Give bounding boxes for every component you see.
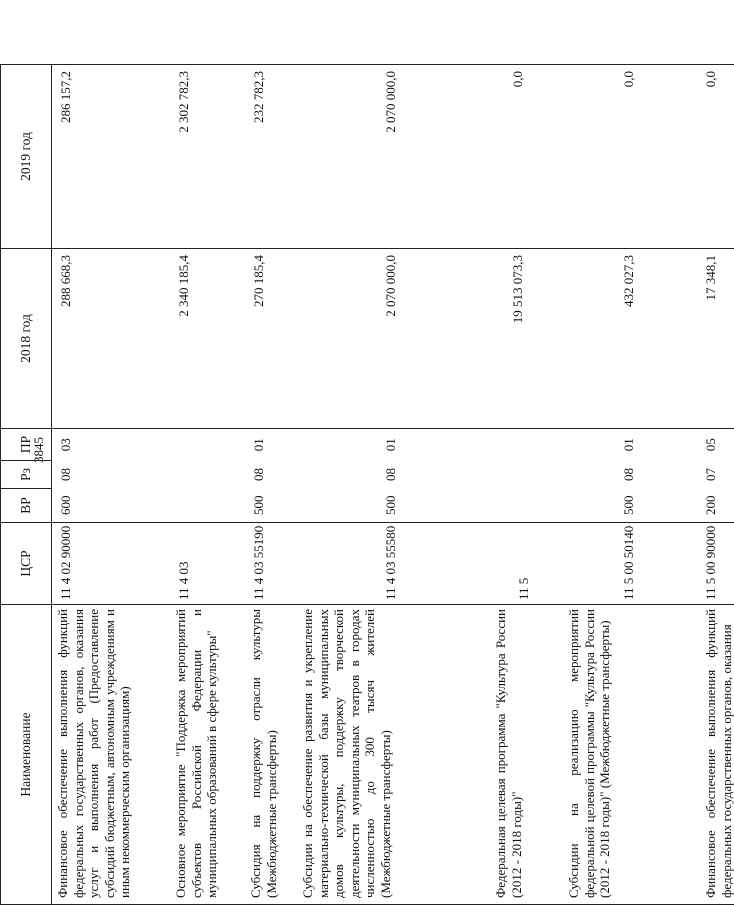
row-2018: 2 070 000,0 [297, 249, 490, 429]
row-csr: 11 4 03 55580 [383, 525, 398, 600]
row-2019: 2 302 782,3 [170, 65, 245, 249]
table-row [490, 65, 563, 905]
table-row [170, 65, 245, 905]
table-header-row [1, 65, 52, 905]
row-name: Финансовое обеспечение выполнения функций федеральных государственных органов, оказания [701, 605, 734, 905]
row-csr: 11 4 03 [176, 561, 191, 600]
header-rz: Рз [1, 461, 52, 489]
row-2019: 0,0 [563, 65, 701, 249]
row-2018: 17 348,1 [701, 249, 734, 429]
header-vr: ВР [1, 489, 52, 523]
header-2019: 2019 год [1, 65, 52, 249]
row-csr: 11 4 02 90000 [58, 525, 73, 600]
row-rz: 07 [703, 468, 718, 481]
row-pr: 03 [52, 429, 171, 461]
row-rz [490, 461, 563, 489]
row-2018: 19 513 073,3 [490, 249, 563, 429]
table-row [563, 65, 701, 905]
row-name: Финансовое обеспечение выполнения функций федеральных государственных органов, оказания услуг и выполнения работ (Предоставление субсидий бюджетным, автономным учреждениям и иным некоммерческим организациям) [52, 605, 171, 905]
table-row [245, 65, 297, 905]
row-csr: 11 4 03 55190 [251, 525, 266, 600]
row-vr: 500 [297, 489, 490, 523]
header-csr: ЦСР [1, 523, 52, 605]
row-2018: 288 668,3 [52, 249, 171, 429]
row-csr: 11 5 00 90000 [703, 525, 718, 600]
row-pr: 05 [701, 429, 734, 461]
row-rz: 08 [383, 468, 398, 481]
row-rz [170, 461, 245, 489]
row-2018: 432 027,3 [563, 249, 701, 429]
row-name: Субсидии на реализацию мероприятий федеральной целевой программы "Культура России (2012 - 2018 годы)" (Межбюджетные трансферты) [563, 605, 701, 905]
table-row [701, 65, 734, 905]
table-row [297, 65, 490, 905]
row-vr: 500 [563, 489, 701, 523]
page-number: 3845 [31, 437, 46, 463]
row-rz: 08 [621, 468, 636, 481]
row-pr [490, 429, 563, 461]
row-pr: 01 [245, 429, 297, 461]
row-vr: 200 [701, 489, 734, 523]
header-2018: 2018 год [1, 249, 52, 429]
row-2018: 270 185,4 [245, 249, 297, 429]
row-vr [170, 489, 245, 523]
row-2019: 286 157,2 [52, 65, 171, 249]
row-name: Субсидия на поддержку отрасли культуры (Межбюджетные трансферты) [245, 605, 297, 905]
row-2019: 232 782,3 [245, 65, 297, 249]
row-2018: 2 340 185,4 [170, 249, 245, 429]
row-vr: 600 [52, 489, 171, 523]
row-rz: 08 [58, 468, 73, 481]
row-name: Основное мероприятие "Поддержка мероприятий субъектов Российской Федерации и муниципальных образований в сфере культуры" [170, 605, 245, 905]
rotated-page [0, 65, 734, 905]
row-2019: 0,0 [701, 65, 734, 249]
row-pr [170, 429, 245, 461]
header-name: Наименование [1, 605, 52, 905]
row-rz: 08 [251, 468, 266, 481]
row-2019: 0,0 [490, 65, 563, 249]
row-2019: 2 070 000,0 [297, 65, 490, 249]
row-name: Субсидии на обеспечение развития и укрепление материально-технической базы муниципальных домов культуры, поддержку творческой деятельности муниципальных театров в городах численностью до 300 тысяч жителей (Межбюджетные трансферты) [297, 605, 490, 905]
row-pr: 01 [563, 429, 701, 461]
row-vr [490, 489, 563, 523]
row-csr: 11 5 [516, 577, 531, 600]
row-csr: 11 5 00 50140 [621, 525, 636, 600]
budget-table [0, 64, 734, 905]
row-pr: 01 [297, 429, 490, 461]
row-name: Федеральная целевая программа "Культура России (2012 - 2018 годы)" [490, 605, 563, 905]
header-pr: ПР [1, 429, 52, 461]
row-vr: 500 [245, 489, 297, 523]
table-row [52, 65, 171, 905]
